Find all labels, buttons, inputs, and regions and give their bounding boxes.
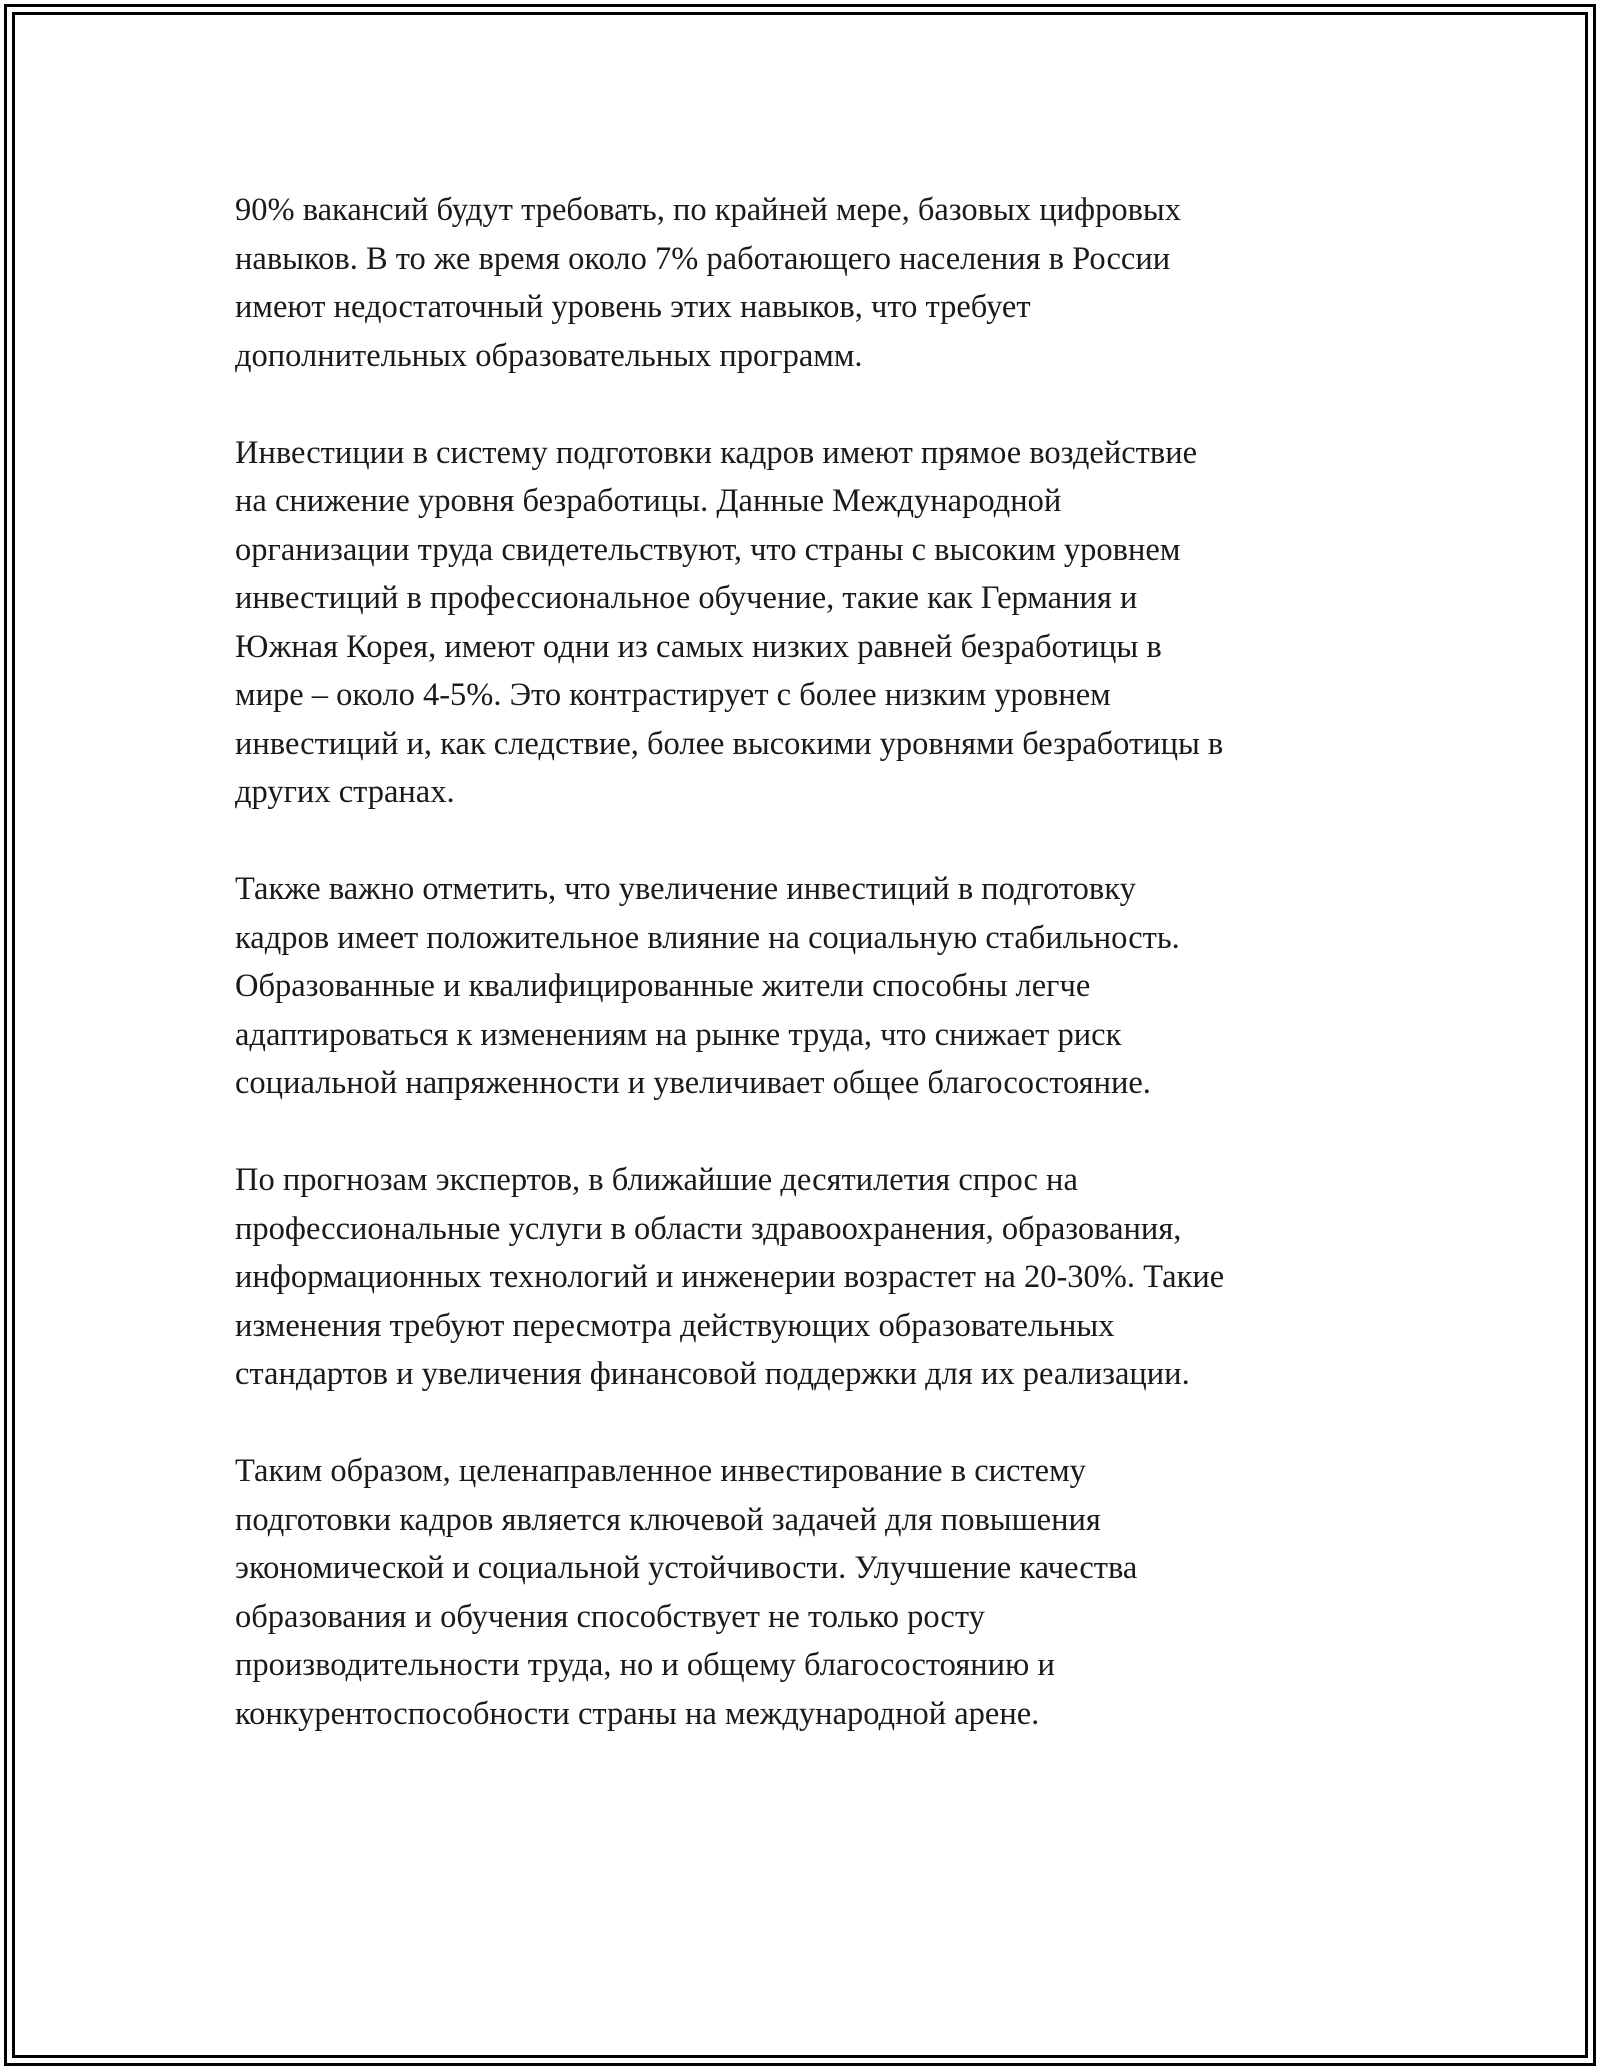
- text-line: инвестиций и, как следствие, более высокими уровнями безработицы в: [235, 725, 1224, 762]
- text-line: кадров имеет положительное влияние на социальную стабильность.: [235, 919, 1180, 956]
- text-line: Образованные и квалифицированные жители способны легче: [235, 968, 1091, 1004]
- paragraph-digital-skills: [235, 186, 1365, 380]
- text-line: Таким образом, целенаправленное инвестирование в систему: [235, 1453, 1086, 1489]
- text-line: инвестиций в профессиональное обучение, такие как Германия и: [235, 580, 1138, 616]
- text-line: подготовки кадров является ключевой задачей для повышения: [235, 1501, 1101, 1538]
- text-line: других странах.: [235, 774, 455, 810]
- text-line: навыков. В то же время около 7% работающего населения в России: [235, 240, 1171, 277]
- text-line: социальной напряженности и увеличивает общее благосостояние.: [235, 1065, 1151, 1101]
- text-line: образования и обучения способствует не только росту: [235, 1598, 985, 1635]
- text-line: организации труда свидетельствуют, что страны с высоким уровнем: [235, 531, 1181, 568]
- paragraph-conclusion: [235, 1447, 1365, 1738]
- text-line: Инвестиции в систему подготовки кадров имеют прямое воздействие: [235, 434, 1198, 471]
- text-line: профессиональные услуги в области здравоохранения, образования,: [235, 1210, 1182, 1247]
- text-line: Также важно отметить, что увеличение инвестиций в подготовку: [235, 871, 1136, 907]
- paragraph-unemployment: [235, 429, 1365, 817]
- text-line: изменения требуют пересмотра действующих образовательных: [235, 1307, 1115, 1344]
- text-line: производительности труда, но и общему благосостоянию и: [235, 1647, 1055, 1683]
- text-line: имеют недостаточный уровень этих навыков, что требует: [235, 289, 1031, 325]
- document-body: [235, 186, 1365, 1738]
- text-line: дополнительных образовательных программ.: [235, 337, 863, 374]
- text-line: мире – около 4-5%. Это контрастирует с более низким уровнем: [235, 677, 1111, 713]
- text-line: 90% вакансий будут требовать, по крайней мере, базовых цифровых: [235, 192, 1182, 228]
- text-line: По прогнозам экспертов, в ближайшие десятилетия спрос на: [235, 1162, 1078, 1198]
- text-line: адаптироваться к изменениям на рынке труда, что снижает риск: [235, 1016, 1122, 1053]
- text-line: Южная Корея, имеют одни из самых низких равней безработицы в: [235, 628, 1162, 665]
- text-line: стандартов и увеличения финансовой поддержки для их реализации.: [235, 1356, 1190, 1392]
- text-line: конкурентоспособности страны на международной арене.: [235, 1695, 1040, 1732]
- paragraph-social-stability: [235, 865, 1365, 1108]
- text-line: информационных технологий и инженерии возрастет на 20-30%. Такие: [235, 1259, 1225, 1295]
- paragraph-expert-forecast: [235, 1156, 1365, 1399]
- text-line: на снижение уровня безработицы. Данные Международной: [235, 483, 1062, 519]
- text-line: экономической и социальной устойчивости. Улучшение качества: [235, 1550, 1138, 1586]
